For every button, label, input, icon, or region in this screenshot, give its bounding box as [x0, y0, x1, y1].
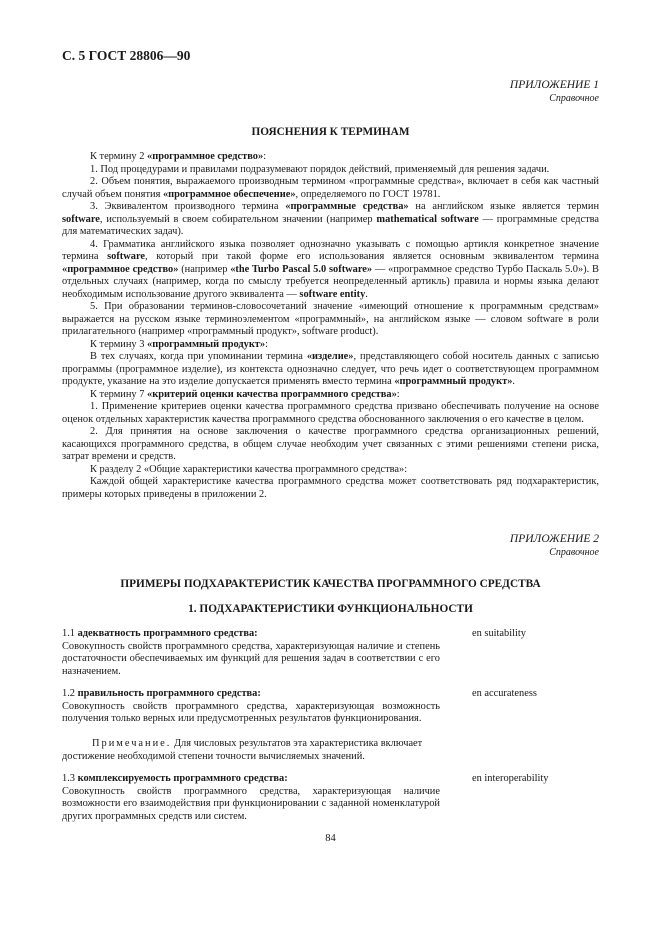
appendix-1-subtitle: Справочное [549, 93, 599, 104]
appendix-2-subtitle: Справочное [549, 547, 599, 558]
term-english-equivalent: en suitability [472, 628, 526, 639]
paragraph-term-2: К термину 2 «программное средство»: [90, 151, 267, 162]
term-heading: 1.1 адекватность программного средства: [62, 628, 258, 639]
paragraph-1: 1. Под процедурами и правилами подразумевают порядок действий, применяемый для решения задачи. [90, 163, 550, 175]
section-1-title: ПОЯСНЕНИЯ К ТЕРМИНАМ [251, 126, 410, 138]
term-heading: 1.2 правильность программного средства: [62, 688, 261, 699]
paragraph-2: 2. Объем понятия, выражаемого производным термином «программные средства», включает в себя как частный случай объем понятия «программное обеспечение», определяемого по ГОСТ 19781. [62, 176, 599, 200]
appendix-2-title: ПРИЛОЖЕНИЕ 2 [509, 533, 599, 545]
appendix-1-title: ПРИЛОЖЕНИЕ 1 [509, 79, 599, 91]
section-2-title: ПРИМЕРЫ ПОДХАРАКТЕРИСТИК КАЧЕСТВА ПРОГРАММНОГО СРЕДСТВА [120, 578, 541, 590]
term-heading: 1.3 комплексируемость программного средства: [62, 773, 288, 784]
appendix-1-label [510, 79, 599, 105]
term-entry [62, 773, 599, 823]
term-definition: Совокупность свойств программного средства, характеризующая наличие и степень достаточности обеспечиваемых им функций для решения задач в соответствии с его назначением. [62, 640, 440, 677]
term-definition: Совокупность свойств программного средства, характеризующая наличие возможности его взаимодействия при функционировании с заданной номенклатурой других программных средств или систем. [62, 785, 440, 822]
paragraph-term-7: К термину 7 «критерий оценки качества программного средства»: [90, 388, 400, 400]
paragraph-term-7-2: 2. Для принятия на основе заключения о качестве программного средства организационных решений, касающихся программного средства, в общем случае необходим учет связанных с этими решениями степени риска, затрат времени и средств. [62, 426, 599, 462]
page-number: 84 [325, 833, 336, 844]
paragraph-section-2: К разделу 2 «Общие характеристики качества программного средства»: [90, 463, 408, 475]
note [62, 738, 442, 763]
explanations-body [62, 151, 599, 501]
page-header: С. 5 ГОСТ 28806—90 [62, 48, 191, 63]
subsection-title: 1. ПОДХАРАКТЕРИСТИКИ ФУНКЦИОНАЛЬНОСТИ [188, 603, 473, 615]
term-english-equivalent: en accurateness [472, 688, 537, 699]
paragraph-section-2-text: Каждой общей характеристике качества программного средства может соответствовать ряд подхарактеристик, примеры которых приведены в приложении 2. [62, 476, 599, 500]
paragraph-3: 3. Эквивалентом производного термина «программные средства» на английском языке является термин software, используемый в своем собирательном значении (например mathematical software — программные средства для математических задач). [62, 201, 600, 237]
note-text: Для числовых результатов эта характеристика включает достижение необходимой степени точности вычисляемых значений. [62, 738, 423, 762]
term-english-equivalent: en interoperability [472, 773, 549, 784]
appendix-2-label [510, 533, 599, 559]
paragraph-5: 5. При образовании терминов-словосочетаний значение «имеющий отношение к программным средствам» выражается на русском языке терминоэлементом «программный», на английском языке — словом software в роли прилагательного (например «программный продукт», software product). [62, 301, 599, 337]
term-entry [62, 688, 599, 726]
paragraph-4: 4. Грамматика английского языка позволяет однозначно указывать с помощью артикля конкретное значение термина software, который при такой форме его использования является основным эквивалентом термина «программное средство» (например «the Turbo Pascal 5.0 software» — «программное средство Турбо Паскаль 5.0»). В отдельных случаях (например, когда по смыслу требуется неопределенный артикль) правила и нормы языка делают необходимым использование другого эквивалента — software entity. [62, 238, 599, 300]
term-entry [62, 628, 599, 678]
term-definition: Совокупность свойств программного средства, характеризующая возможность получения только верных или предусмотренных результатов функционирования. [62, 700, 440, 724]
paragraph-term-3: К термину 3 «программный продукт»: [90, 338, 268, 350]
note-label: Примечание. [92, 738, 172, 749]
paragraph-term-7-1: 1. Применение критериев оценки качества программного средства призвано обеспечивать получение на основе оценок отдельных характеристик качества программного средства обоснованного заключения о его качестве в целом. [62, 401, 599, 425]
paragraph-term-3-text: В тех случаях, когда при упоминании термина «изделие», представляющего собой носитель данных с записью программы (программное изделие), из контекста однозначно следует, что речь идет о соответствующем программном продукте, указание на это изделие допускается применять вместо термина «программный продукт». [62, 351, 599, 387]
